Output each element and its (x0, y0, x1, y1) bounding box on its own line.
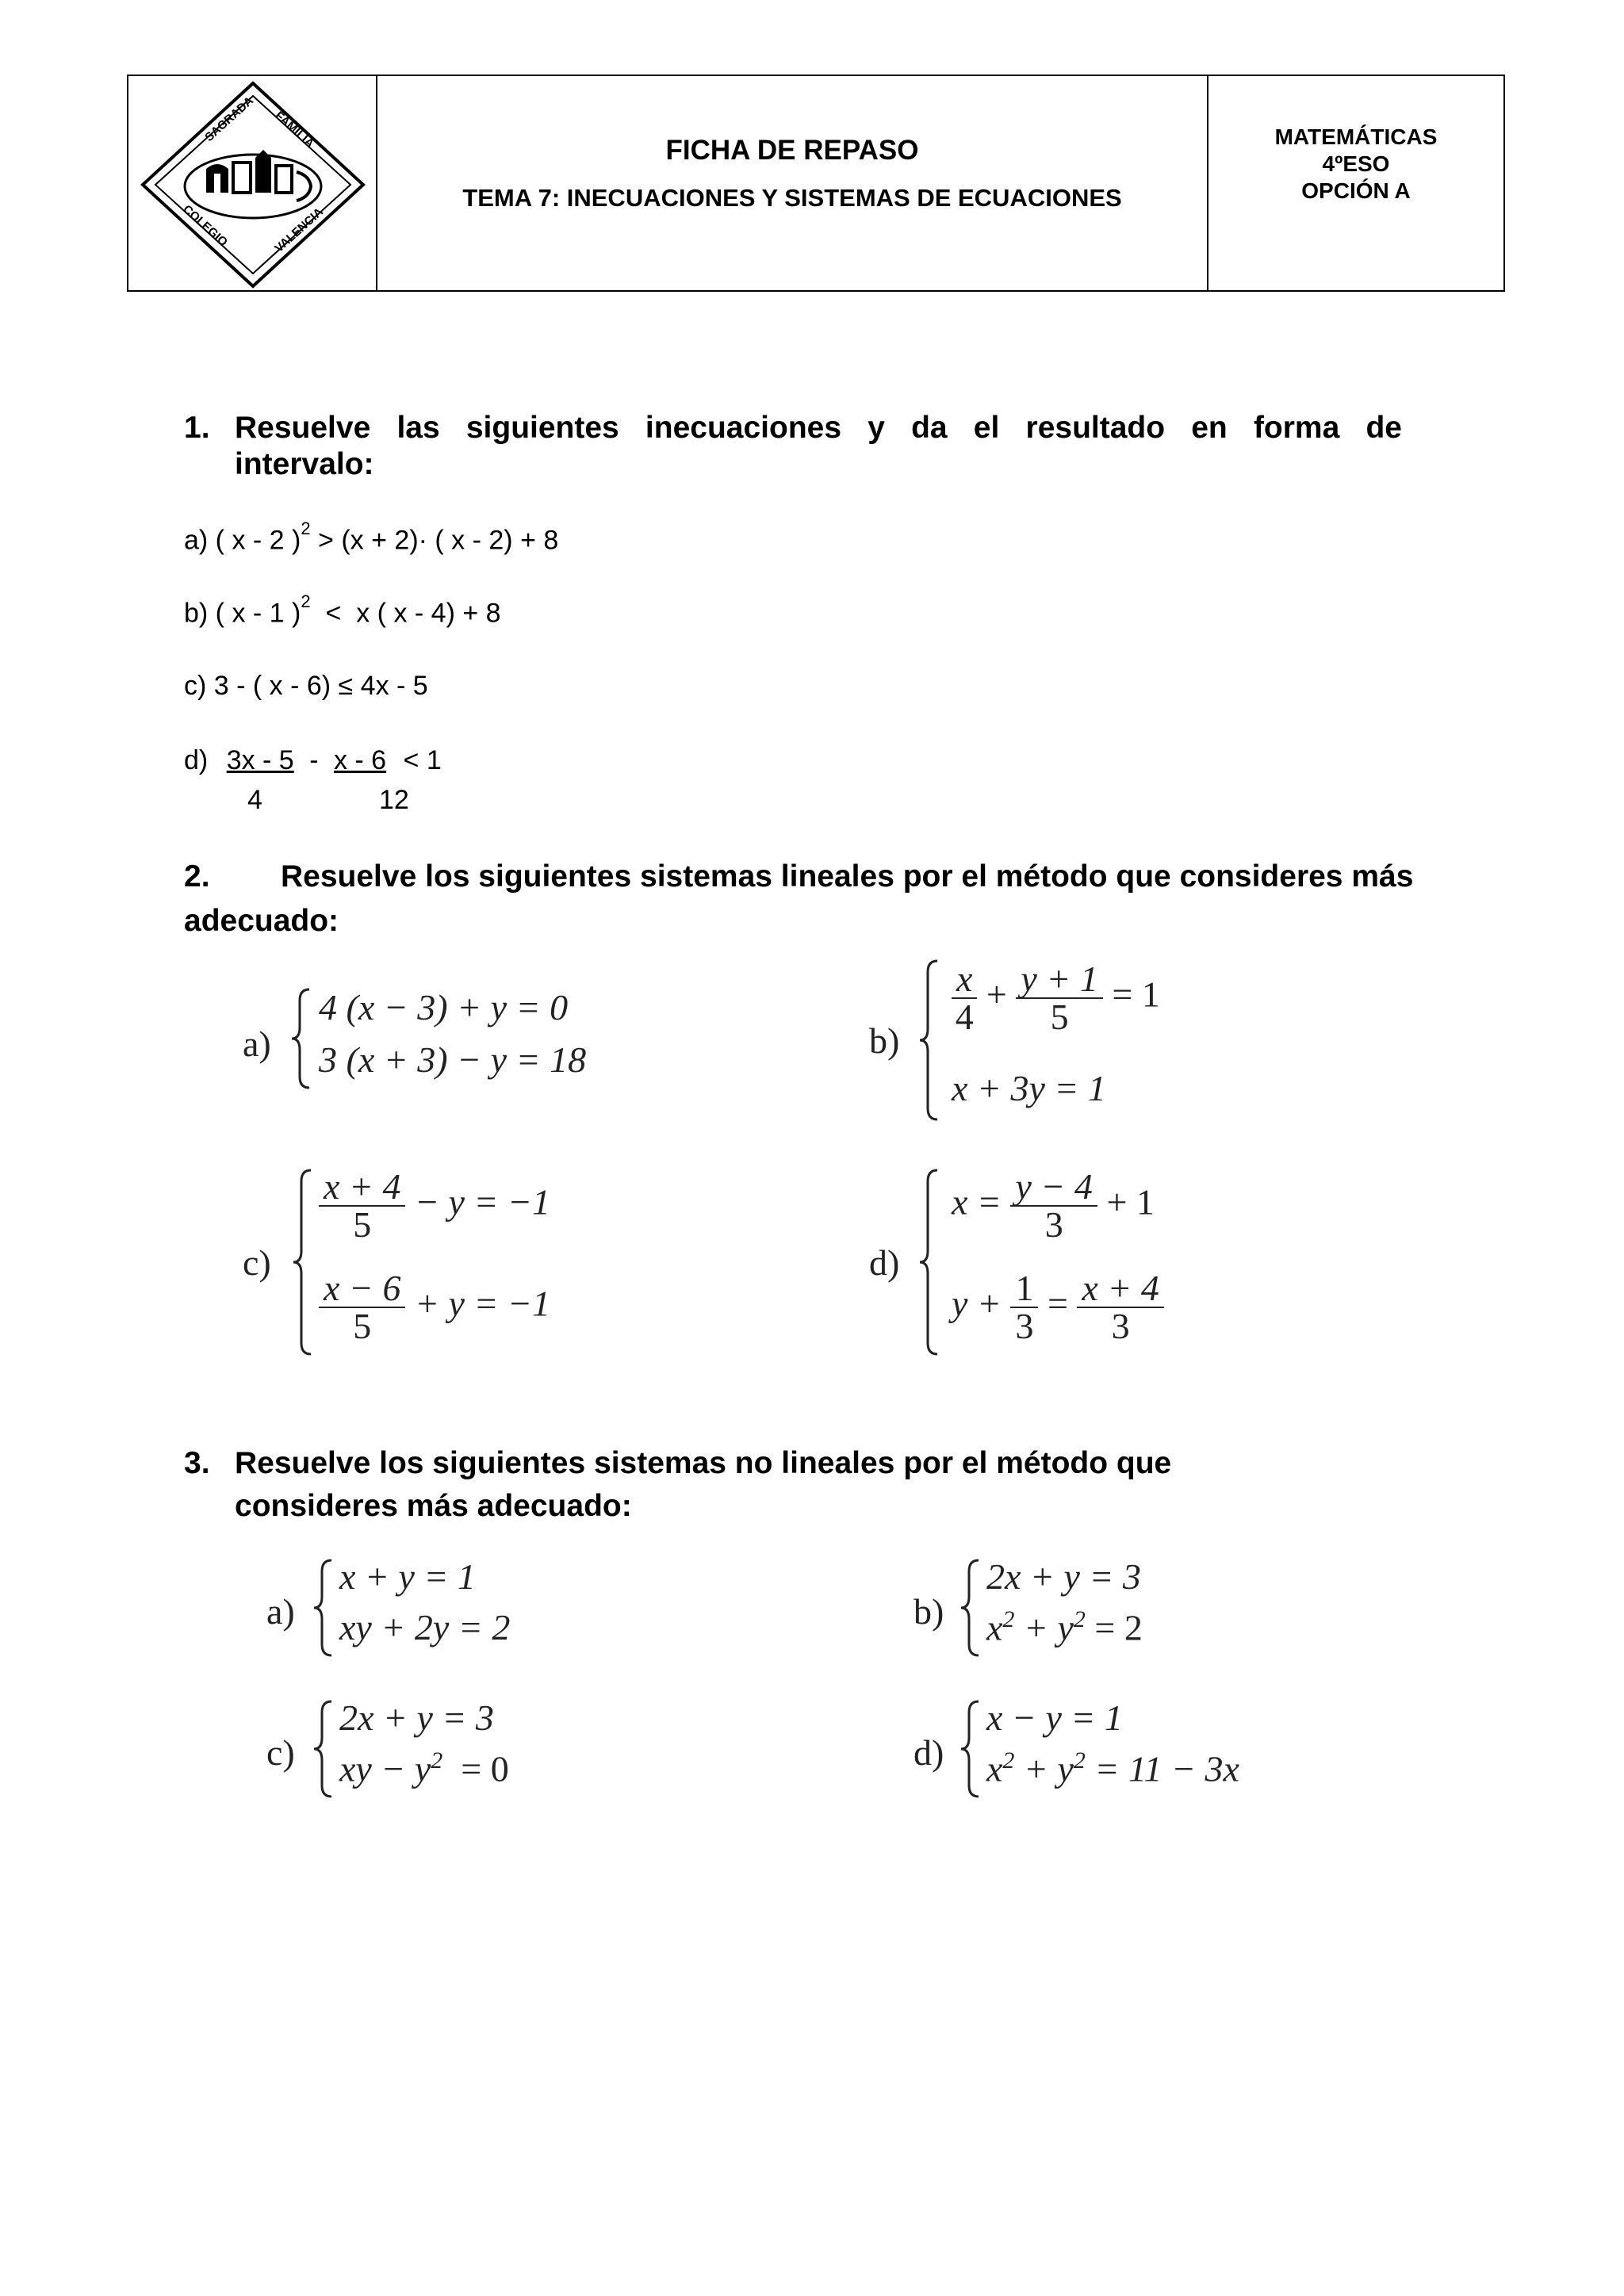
q2-b-eq2: x + 3y = 1 (952, 1068, 1106, 1108)
q2-heading-line2: adecuado: (184, 904, 339, 938)
page-subtitle: TEMA 7: INECUACIONES Y SISTEMAS DE ECUACIONES (462, 184, 1122, 212)
q3-heading-line2: consideres más adecuado: (235, 1489, 632, 1523)
q2-c-eq1 (319, 1166, 551, 1245)
subject-name: MATEMÁTICAS (1274, 124, 1438, 149)
q3-number: 3. (184, 1446, 210, 1480)
q3-d-brace (959, 1700, 983, 1798)
q2-d-frac1-num: y − 4 (1010, 1169, 1097, 1207)
q2-d-rest1: + 1 (1106, 1181, 1155, 1223)
q2-d-frac2-num: 1 (1010, 1270, 1038, 1308)
q3-heading-line1: Resuelve los siguientes sistemas no lineales por el método que (235, 1446, 1172, 1480)
q3-d-label: d) (914, 1732, 944, 1773)
q3-system-c (266, 1697, 599, 1808)
q2-d-frac2-den: 3 (1015, 1306, 1034, 1346)
q2-c-label: c) (243, 1242, 271, 1283)
subject-cell (1208, 76, 1503, 290)
q2-d-eq2 (952, 1270, 1164, 1345)
q2-b-eq1 (952, 961, 1160, 1035)
q1-a-pre: a) ( x - 2 ) (184, 525, 301, 556)
q1-item-b (184, 591, 501, 629)
q2-b-rhs: = 1 (1112, 974, 1160, 1015)
q2-d-frac2 (1010, 1270, 1038, 1345)
q3-b-brace (959, 1559, 983, 1657)
q3-a-label: a) (266, 1591, 295, 1632)
q2-system-d (869, 1166, 1313, 1367)
q2-d-frac3 (1077, 1270, 1163, 1345)
q2-c-frac1-den: 5 (353, 1204, 372, 1245)
q2-d-equals: = (1047, 1283, 1068, 1324)
q3-system-b (914, 1556, 1247, 1667)
q2-b-frac2-den: 5 (1050, 997, 1069, 1037)
q1-d-numerator-1: 3x - 5 (226, 745, 294, 775)
q3-d-eq2 (986, 1747, 1239, 1789)
q1-a-exponent: 2 (301, 519, 311, 538)
logo-cell (128, 76, 377, 290)
q3-b-label: b) (914, 1591, 944, 1632)
q3-c-label: c) (266, 1732, 295, 1773)
q2-d-eq1 (952, 1166, 1155, 1245)
q1-item-a (184, 519, 559, 556)
q1-d-label: d) (184, 745, 209, 775)
q1-d-denominator-1: 4 (247, 785, 262, 815)
logo-bottom-right-text: VALENCIA (272, 205, 326, 255)
q2-b-frac2 (1016, 961, 1102, 1035)
q3-b-exp1: 2 (1002, 1606, 1015, 1632)
q2-b-frac1 (952, 961, 977, 1035)
q3-c-eq2-a: xy − y (339, 1748, 431, 1789)
q3-d-exp2: 2 (1073, 1747, 1086, 1774)
logo-right-text: FAMILIA (272, 109, 317, 151)
q3-b-eq1: 2x + y = 3 (986, 1556, 1141, 1597)
q3-d-eq2-b: + y (1014, 1748, 1074, 1789)
q3-c-exp: 2 (431, 1747, 443, 1774)
q3-system-d (914, 1697, 1358, 1808)
q3-d-eq2-c: = 11 − 3x (1085, 1748, 1239, 1789)
q2-c-eq2 (319, 1270, 550, 1345)
q2-system-a (243, 983, 623, 1102)
q1-d-numerator-2: x - 6 (333, 745, 387, 775)
q1-b-exponent: 2 (301, 591, 311, 611)
q2-c-frac2 (319, 1270, 405, 1345)
q3-a-eq1: x + y = 1 (339, 1556, 476, 1597)
q2-d-frac3-num: x + 4 (1077, 1270, 1163, 1308)
q1-item-c: c) 3 - ( x - 6) ≤ 4x - 5 (184, 671, 428, 701)
q3-b-eq2-b: + y (1014, 1607, 1074, 1648)
q3-c-brace (312, 1700, 336, 1798)
q2-b-label: b) (869, 1020, 900, 1061)
q2-heading-line1: Resuelve los siguientes sistemas lineales por el método que consideres más (281, 859, 1414, 894)
q2-c-brace (292, 1169, 316, 1359)
q1-b-post: < x ( x - 4) + 8 (310, 598, 501, 629)
q1-item-d (184, 745, 442, 776)
logo-bottom-left-text: COLEGIO (180, 202, 231, 250)
q1-number: 1. (184, 411, 210, 445)
q3-system-a (266, 1556, 599, 1667)
q2-d-frac3-den: 3 (1111, 1306, 1130, 1346)
q3-c-eq1: 2x + y = 3 (339, 1697, 494, 1738)
q2-number: 2. (184, 859, 210, 894)
q1-heading-line1: Resuelve las siguientes inecuaciones y da el resultado en forma de (235, 411, 1402, 445)
q1-heading-line2: intervalo: (235, 447, 374, 481)
q2-a-brace (290, 988, 314, 1091)
q2-c-frac1-num: x + 4 (319, 1169, 405, 1207)
logo-top-text: SAGRADA (202, 94, 257, 144)
q1-b-pre: b) ( x - 1 ) (184, 598, 301, 629)
course-option: OPCIÓN A (1301, 178, 1411, 203)
title-cell (377, 76, 1208, 290)
q2-b-frac2-num: y + 1 (1016, 961, 1102, 999)
q2-c-frac1 (319, 1166, 405, 1245)
q3-d-eq1: x − y = 1 (986, 1697, 1123, 1738)
q2-system-c (243, 1166, 655, 1367)
q2-system-b (869, 959, 1281, 1134)
q2-a-eq2: 3 (x + 3) − y = 18 (319, 1039, 587, 1080)
q1-d-minus: - (309, 745, 319, 775)
q3-b-exp2: 2 (1073, 1606, 1086, 1632)
header-table (127, 75, 1505, 292)
q2-d-lhs1: x = (952, 1181, 1002, 1223)
course-level: 4ºESO (1322, 151, 1390, 176)
q2-c-rest2: + y = −1 (414, 1283, 551, 1324)
q2-a-label: a) (243, 1024, 271, 1064)
q2-d-frac1-den: 3 (1044, 1204, 1063, 1245)
q2-d-brace (918, 1169, 942, 1359)
q3-b-eq2-c: = 2 (1085, 1607, 1143, 1648)
q1-a-post: > (x + 2)· ( x - 2) + 8 (310, 525, 559, 556)
page-title: FICHA DE REPASO (665, 135, 919, 166)
q2-c-frac2-den: 5 (353, 1306, 372, 1346)
q3-c-eq2 (339, 1747, 509, 1789)
q3-a-brace (312, 1559, 336, 1657)
q2-c-frac2-num: x − 6 (319, 1270, 405, 1308)
q2-b-frac1-den: 4 (955, 997, 974, 1037)
q2-d-lhs2: y + (952, 1283, 1002, 1324)
school-logo (140, 80, 366, 289)
q2-a-eq1: 4 (x − 3) + y = 0 (319, 987, 569, 1027)
q3-b-eq2 (986, 1606, 1143, 1648)
q3-d-exp1: 2 (1002, 1747, 1015, 1774)
q2-b-plus: + (986, 974, 1007, 1015)
q3-d-eq2-a: x (986, 1748, 1003, 1789)
q1-d-rest: < 1 (403, 745, 442, 775)
q3-c-eq2-b: = 0 (442, 1748, 509, 1789)
q2-c-rest1: − y = −1 (414, 1181, 551, 1223)
q2-b-frac1-num: x (952, 961, 977, 999)
q2-d-label: d) (869, 1242, 900, 1283)
q2-d-frac1 (1010, 1166, 1097, 1245)
q3-a-eq2: xy + 2y = 2 (339, 1607, 511, 1647)
q3-b-eq2-a: x (986, 1607, 1003, 1648)
q2-b-brace (918, 959, 942, 1123)
q1-d-denominator-2: 12 (379, 785, 409, 815)
